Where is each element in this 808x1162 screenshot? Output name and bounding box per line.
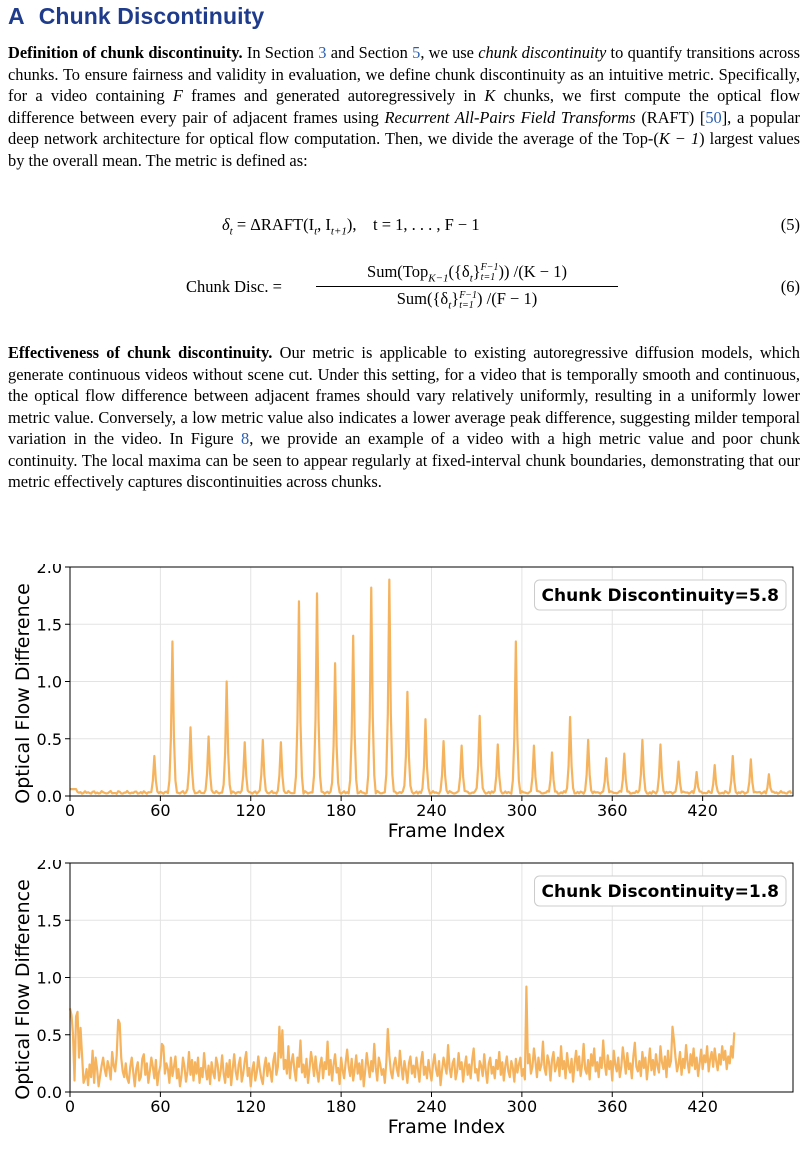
y-tick-label: 0.5: [36, 729, 62, 749]
x-tick-label: 0: [64, 801, 76, 820]
eq-delta: δ: [222, 215, 230, 234]
equation-5-number: (5): [780, 215, 800, 234]
equation-6: [0, 262, 808, 318]
text-run: and Section: [326, 43, 413, 62]
text-run: ) largest values by the overall mean. The metric is defined as:: [8, 129, 800, 170]
eq-text: ({δ: [448, 262, 470, 281]
eq-text: Sum(Top: [367, 262, 429, 281]
y-tick-label: 1.0: [36, 968, 62, 988]
x-tick-label: 180: [325, 1097, 357, 1116]
text-run: chunks, we first compute the optical flow difference between every pair of adjacent frames using: [8, 86, 800, 127]
eq-text: ) /(F − 1): [477, 289, 538, 309]
x-tick-label: 180: [325, 801, 357, 820]
y-axis-label: Optical Flow Difference: [12, 583, 34, 804]
text-run: , we use: [420, 43, 479, 62]
ref-raft-citation[interactable]: 50: [705, 107, 722, 127]
chart-top-svg: [0, 564, 808, 860]
eq-sub: t: [448, 299, 452, 312]
paragraph-definition: [8, 42, 800, 171]
eq6-numerator: [316, 262, 618, 286]
eq-sub: t: [314, 225, 318, 238]
y-tick-label: 2.0: [36, 564, 62, 577]
x-tick-label: 120: [235, 1097, 267, 1116]
eq6-denominator: [316, 287, 618, 311]
topk-expr: K − 1: [658, 129, 700, 148]
eq-sub: t+1: [330, 225, 347, 238]
y-tick-label: 2.0: [36, 860, 62, 873]
eq-sub: K−1: [428, 272, 449, 285]
eq-sub: t: [469, 272, 473, 285]
text-run: frames and generated autoregressively in: [182, 86, 485, 105]
y-tick-label: 0.0: [36, 787, 62, 806]
eq-sup: F−1: [459, 289, 478, 301]
x-tick-label: 60: [150, 1097, 171, 1116]
x-tick-label: 360: [596, 801, 628, 820]
chart-top: [0, 564, 808, 860]
equation-5: [0, 215, 808, 239]
section-heading: [8, 3, 264, 30]
equation-6-fraction: [316, 262, 618, 312]
eq-text: ), t = 1, . . . , F − 1: [346, 215, 480, 234]
x-tick-label: 420: [687, 801, 718, 820]
y-axis-label: Optical Flow Difference: [12, 879, 34, 1100]
ref-section-5[interactable]: 5: [412, 43, 421, 62]
var-k: K: [484, 86, 496, 105]
y-tick-label: 1.0: [36, 672, 62, 692]
x-tick-label: 240: [416, 1097, 447, 1116]
text-run: (RAFT) [: [635, 107, 706, 127]
text-run: , we provide an example of a video with a high metric value and poor chunk continuity. The local maxima can be seen to appear regularly at fixed-interval chunk boundaries, demonstrating that our metric effectively captures discontinuities across chunks.: [8, 429, 800, 491]
x-axis-label: Frame Index: [387, 820, 506, 842]
x-tick-label: 420: [687, 1097, 718, 1116]
x-tick-label: 360: [596, 1097, 628, 1116]
chart-bottom: [0, 860, 808, 1156]
x-tick-label: 60: [150, 801, 171, 820]
x-tick-label: 120: [235, 801, 267, 820]
text-run: to quantify transitions across chunks. To ensure fairness and validity in evaluation, we define chunk discontinuity as an intuitive metric. Specifically, for a video containing: [8, 43, 800, 105]
annotation-text: Chunk Discontinuity=5.8: [541, 586, 779, 606]
x-tick-label: 240: [416, 801, 447, 820]
y-tick-label: 0.5: [36, 1025, 62, 1045]
equation-6-lhs: Chunk Disc. =: [186, 277, 282, 296]
equation-6-number: (6): [780, 277, 800, 296]
eq-text: , I: [317, 215, 331, 234]
series-line: [70, 580, 791, 794]
y-tick-label: 1.5: [36, 911, 62, 931]
ref-figure-8[interactable]: 8: [241, 429, 250, 448]
chart-bottom-svg: [0, 860, 808, 1156]
x-tick-label: 0: [64, 1097, 76, 1116]
eq-sub: t=1: [480, 272, 496, 284]
series-line: [70, 987, 734, 1087]
eq-text: Sum({δ: [396, 289, 449, 309]
x-axis-label: Frame Index: [387, 1116, 506, 1138]
paragraph-lead: Effectiveness of chunk discontinuity.: [8, 343, 273, 362]
eq-sub: t=1: [459, 299, 474, 311]
eq-text: }: [451, 289, 460, 309]
section-title: Chunk Discontinuity: [38, 3, 265, 29]
eq-text: = ΔRAFT(I: [232, 215, 315, 234]
eq-text: }: [472, 262, 481, 281]
method-name: Recurrent All-Pairs Field Transforms: [384, 107, 636, 127]
term-chunk-discontinuity: chunk discontinuity: [478, 43, 607, 62]
annotation-text: Chunk Discontinuity=1.8: [541, 882, 779, 902]
x-tick-label: 300: [506, 801, 538, 820]
var-f: F: [172, 86, 183, 105]
text-run: ], a popular deep network architecture for optical flow computation. Then, we divide the average of the Top-(: [8, 107, 800, 148]
paragraph-effectiveness: [8, 342, 800, 493]
eq-sub: t: [229, 225, 233, 238]
text-run: In Section: [242, 43, 319, 62]
equation-5-body: [222, 215, 480, 237]
text-run: Our metric is applicable to existing autoregressive diffusion models, which generate continuous videos without scene cut. Under this setting, for a video that is temporally smooth and continuous, the optical flow difference between adjacent frames should vary relatively uniformly, resulting in a uniformly lower metric value. Conversely, a low metric value also indicates a lower average peak difference, suggesting milder temporal variation in the video. In Figure: [8, 343, 800, 448]
y-tick-label: 1.5: [36, 615, 62, 635]
ref-section-3[interactable]: 3: [318, 43, 327, 62]
paragraph-lead: Definition of chunk discontinuity.: [8, 43, 243, 62]
x-tick-label: 300: [506, 1097, 538, 1116]
section-number: A: [8, 3, 25, 29]
eq-text: )) /(K − 1): [498, 262, 567, 281]
eq-sup: F−1: [480, 262, 499, 274]
y-tick-label: 0.0: [36, 1083, 62, 1102]
